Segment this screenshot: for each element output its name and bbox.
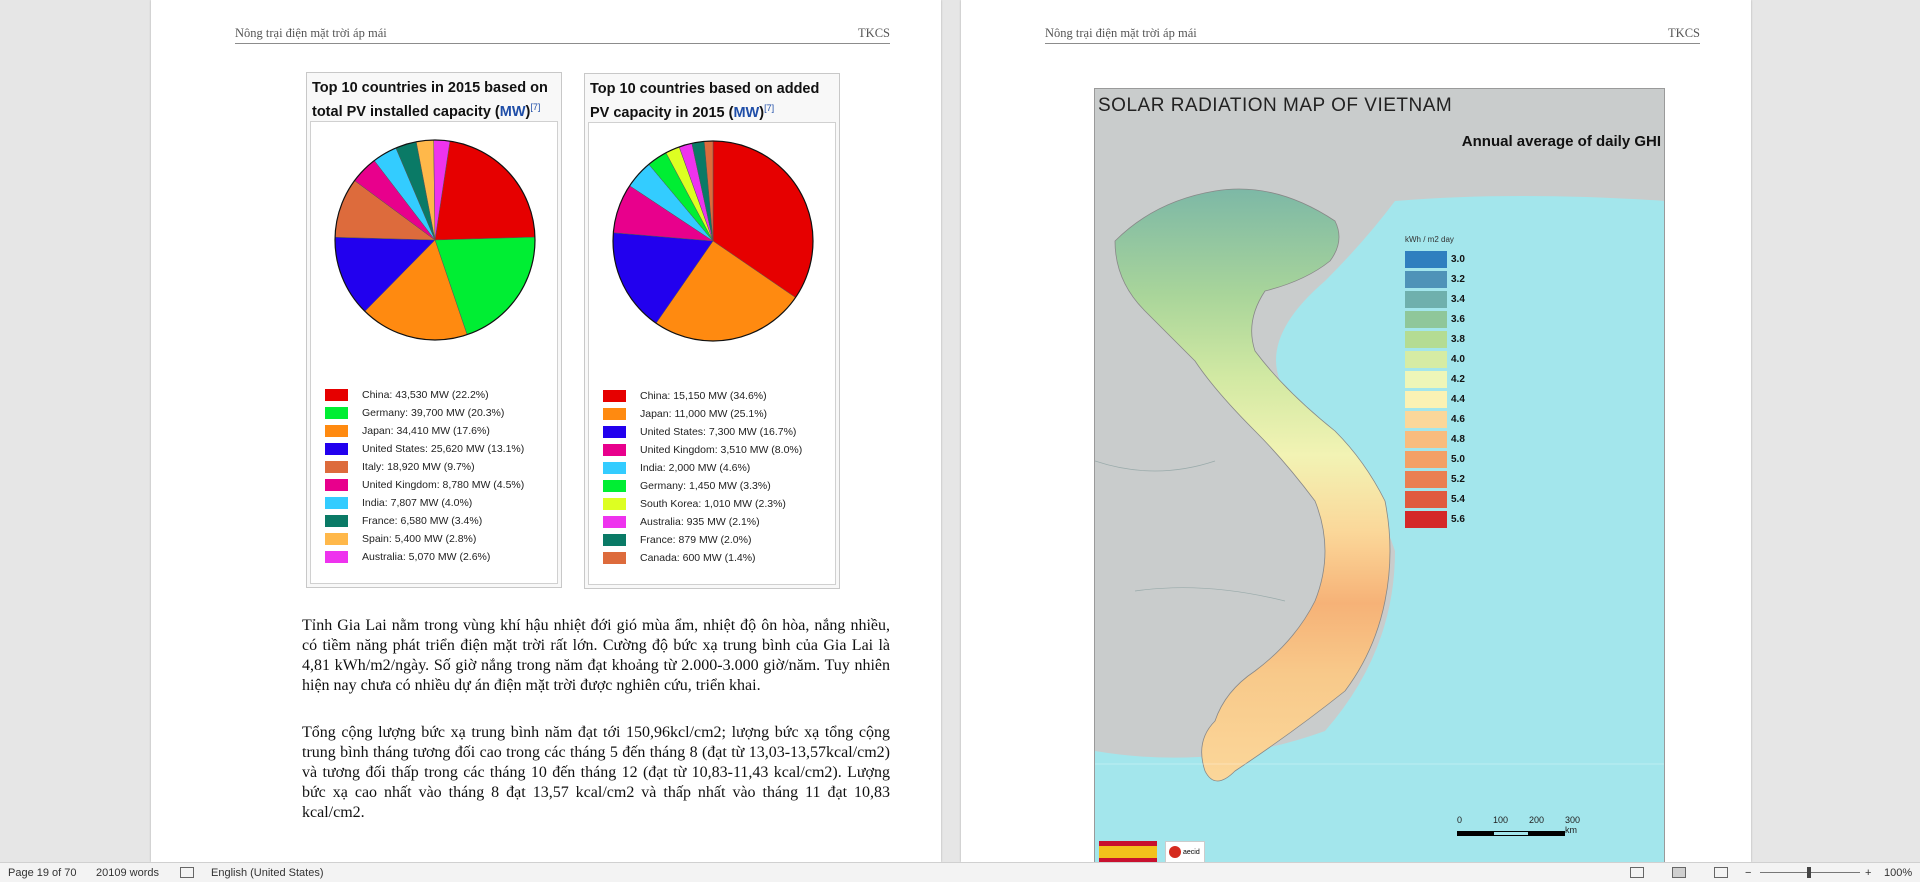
- legend-item: [603, 531, 802, 549]
- map-legend-item: [1405, 469, 1465, 489]
- map-legend-item: [1405, 269, 1465, 289]
- legend-item: [603, 549, 802, 567]
- map-legend-swatch: [1405, 391, 1447, 408]
- legend-swatch: [325, 497, 348, 509]
- chart-legend: [325, 386, 524, 566]
- legend-swatch: [603, 390, 626, 402]
- map-legend-item: [1405, 329, 1465, 349]
- map-legend-swatch: [1405, 411, 1447, 428]
- legend-swatch: [603, 444, 626, 456]
- map-legend-swatch: [1405, 431, 1447, 448]
- legend-swatch: [603, 552, 626, 564]
- body-paragraph-2: Tổng cộng lượng bức xạ trung bình năm đạt tới 150,96kcl/cm2; lượng bức xạ tổng cộng trung bình tháng tương đối cao trong các tháng 5 đến tháng 8 (đạt từ 13,03-13,57kcal/cm2) và tương đối thấp trong các tháng 10 đến tháng 12 (đạt từ 10,83-11,43 kcal/cm2). Lượng bức xạ cao nhất vào tháng 8 đạt 13,57 kcal/cm2 và thấp nhất vào tháng 11 đạt 10,83 kcal/cm2.: [302, 724, 890, 821]
- map-legend-swatch: [1405, 291, 1447, 308]
- chart-title: Top 10 countries in 2015 based on total PV installed capacity (MW)[7]: [312, 80, 548, 120]
- map-legend-swatch: [1405, 491, 1447, 508]
- legend-item: [603, 441, 802, 459]
- document-page-left: [151, 0, 941, 862]
- legend-label: United Kingdom: 3,510 MW (8.0%): [640, 444, 803, 456]
- map-legend-item: [1405, 289, 1465, 309]
- legend-swatch: [325, 533, 348, 545]
- legend-item: [325, 530, 524, 548]
- header-left-text: Nông trại điện mặt trời áp mái: [235, 26, 387, 40]
- legend-label: Australia: 5,070 MW (2.6%): [362, 551, 491, 563]
- map-legend-item: [1405, 349, 1465, 369]
- legend-unit: kWh / m2 day: [1405, 235, 1454, 244]
- legend-item: [325, 548, 524, 566]
- map-legend-swatch: [1405, 311, 1447, 328]
- map-legend-label: 5.0: [1451, 453, 1465, 465]
- legend-label: France: 879 MW (2.0%): [640, 534, 752, 546]
- map-legend-item: [1405, 249, 1465, 269]
- map-title: SOLAR RADIATION MAP OF VIETNAM: [1098, 95, 1453, 116]
- map-legend-label: 4.2: [1451, 373, 1465, 385]
- legend-item: [603, 477, 802, 495]
- map-legend-label: 4.4: [1451, 393, 1465, 405]
- pie-slice: [435, 141, 535, 240]
- map-legend-item: [1405, 389, 1465, 409]
- map-legend-item: [1405, 509, 1465, 529]
- map-legend: [1405, 235, 1465, 529]
- map-legend-item: [1405, 309, 1465, 329]
- legend-swatch: [325, 551, 348, 563]
- map-legend-item: [1405, 489, 1465, 509]
- read-mode-icon[interactable]: [1630, 867, 1644, 878]
- legend-item: [325, 494, 524, 512]
- spain-flag-logo: [1099, 841, 1157, 862]
- legend-label: Germany: 39,700 MW (20.3%): [362, 407, 505, 419]
- map-legend-label: 5.6: [1451, 513, 1465, 525]
- legend-swatch: [325, 425, 348, 437]
- scale-label: 200: [1529, 815, 1545, 825]
- map-legend-swatch: [1405, 471, 1447, 488]
- pie-svg: [589, 123, 837, 343]
- map-legend-item: [1405, 429, 1465, 449]
- legend-item: [603, 387, 802, 405]
- scale-bar: [1457, 815, 1587, 836]
- legend-label: Japan: 11,000 MW (25.1%): [640, 408, 768, 420]
- legend-item: [325, 422, 524, 440]
- legend-label: Australia: 935 MW (2.1%): [640, 516, 760, 528]
- legend-label: Canada: 600 MW (1.4%): [640, 552, 756, 564]
- legend-item: [325, 458, 524, 476]
- legend-swatch: [325, 389, 348, 401]
- map-legend-label: 4.8: [1451, 433, 1465, 445]
- proofing-icon[interactable]: [180, 867, 194, 878]
- legend-item: [603, 423, 802, 441]
- document-page-right: [961, 0, 1751, 862]
- header-right-text: TKCS: [858, 26, 890, 40]
- legend-swatch: [603, 408, 626, 420]
- scale-label: 100: [1493, 815, 1509, 825]
- legend-label: United States: 25,620 MW (13.1%): [362, 443, 525, 455]
- legend-swatch: [325, 407, 348, 419]
- scale-label: 300 km: [1565, 815, 1581, 835]
- map-legend-label: 3.4: [1451, 293, 1465, 305]
- legend-swatch: [603, 534, 626, 546]
- map-legend-label: 4.0: [1451, 353, 1465, 365]
- map-legend-swatch: [1405, 371, 1447, 388]
- legend-swatch: [603, 480, 626, 492]
- print-layout-icon[interactable]: [1672, 867, 1686, 878]
- map-legend-label: 5.2: [1451, 473, 1465, 485]
- zoom-level[interactable]: 100%: [1884, 867, 1913, 879]
- legend-label: China: 43,530 MW (22.2%): [362, 389, 489, 401]
- sponsor-logos: [1099, 841, 1205, 862]
- map-legend-label: 3.0: [1451, 253, 1465, 265]
- map-legend-item: [1405, 369, 1465, 389]
- legend-swatch: [603, 516, 626, 528]
- legend-swatch: [325, 461, 348, 473]
- map-legend-label: 3.6: [1451, 313, 1465, 325]
- legend-label: India: 7,807 MW (4.0%): [362, 497, 473, 509]
- page-header: [1045, 26, 1700, 44]
- legend-label: South Korea: 1,010 MW (2.3%): [640, 498, 786, 510]
- pie-svg: [311, 122, 559, 342]
- legend-label: Japan: 34,410 MW (17.6%): [362, 425, 490, 437]
- legend-item: [603, 495, 802, 513]
- legend-label: Spain: 5,400 MW (2.8%): [362, 533, 477, 545]
- map-legend-swatch: [1405, 451, 1447, 468]
- language-indicator[interactable]: English (United States): [211, 867, 324, 879]
- legend-label: India: 2,000 MW (4.6%): [640, 462, 751, 474]
- map-legend-label: 3.2: [1451, 273, 1465, 285]
- legend-swatch: [603, 426, 626, 438]
- body-paragraph-1: Tỉnh Gia Lai nằm trong vùng khí hậu nhiệt đới gió mùa ẩm, nhiệt độ ôn hòa, nắng nhiều, có tiềm năng phát triển điện mặt trời rất lớn. Cường độ bức xạ trung bình của Gia Lai là 4,81 kWh/m2/ngày. Số giờ nắng trong năm đạt khoảng từ 2.000-3.000 giờ/năm. Tuy nhiên hiện nay chưa có nhiều dự án điện mặt trời được nghiên cứu, triển khai.: [302, 617, 890, 694]
- legend-swatch: [603, 498, 626, 510]
- legend-label: United States: 7,300 MW (16.7%): [640, 426, 797, 438]
- chart-plot-area: [588, 122, 836, 585]
- zoom-out-button[interactable]: −: [1745, 867, 1752, 879]
- header-right-text: TKCS: [1668, 26, 1700, 40]
- legend-item: [325, 404, 524, 422]
- legend-label: Italy: 18,920 MW (9.7%): [362, 461, 475, 473]
- legend-label: China: 15,150 MW (34.6%): [640, 390, 767, 402]
- scale-label: 0: [1457, 815, 1463, 825]
- legend-item: [325, 386, 524, 404]
- map-image: [1095, 131, 1665, 862]
- legend-swatch: [325, 479, 348, 491]
- map-legend-swatch: [1405, 351, 1447, 368]
- map-subtitle: Annual average of daily GHI: [1461, 133, 1661, 150]
- legend-label: United Kingdom: 8,780 MW (4.5%): [362, 479, 525, 491]
- legend-swatch: [325, 515, 348, 527]
- zoom-slider-thumb[interactable]: [1807, 867, 1811, 878]
- map-legend-swatch: [1405, 331, 1447, 348]
- status-bar: [0, 862, 1920, 882]
- legend-item: [603, 405, 802, 423]
- legend-item: [325, 440, 524, 458]
- chart-title: Top 10 countries based on added PV capacity in 2015 (MW)[7]: [590, 81, 820, 121]
- map-legend-label: 3.8: [1451, 333, 1465, 345]
- zoom-in-button[interactable]: +: [1865, 867, 1872, 879]
- aecid-logo: aecid: [1165, 841, 1205, 862]
- map-legend-item: [1405, 449, 1465, 469]
- header-left-text: Nông trại điện mặt trời áp mái: [1045, 26, 1197, 40]
- pie-chart-added-capacity: [584, 73, 840, 589]
- legend-item: [325, 476, 524, 494]
- legend-label: Germany: 1,450 MW (3.3%): [640, 480, 771, 492]
- legend-item: [325, 512, 524, 530]
- web-layout-icon[interactable]: [1714, 867, 1728, 878]
- pie-chart-total-capacity: [306, 72, 562, 588]
- page-header: [235, 26, 890, 44]
- page-count[interactable]: Page 19 of 70: [8, 867, 77, 879]
- map-legend-item: [1405, 409, 1465, 429]
- legend-item: [603, 513, 802, 531]
- legend-swatch: [325, 443, 348, 455]
- word-count[interactable]: 20109 words: [96, 867, 159, 879]
- legend-swatch: [603, 462, 626, 474]
- solar-radiation-map: [1094, 88, 1665, 862]
- legend-label: France: 6,580 MW (3.4%): [362, 515, 483, 527]
- legend-item: [603, 459, 802, 477]
- map-legend-label: 4.6: [1451, 413, 1465, 425]
- map-legend-swatch: [1405, 271, 1447, 288]
- map-legend-label: 5.4: [1451, 493, 1465, 505]
- map-legend-swatch: [1405, 251, 1447, 268]
- map-legend-swatch: [1405, 511, 1447, 528]
- chart-legend: [603, 387, 802, 567]
- chart-plot-area: [310, 121, 558, 584]
